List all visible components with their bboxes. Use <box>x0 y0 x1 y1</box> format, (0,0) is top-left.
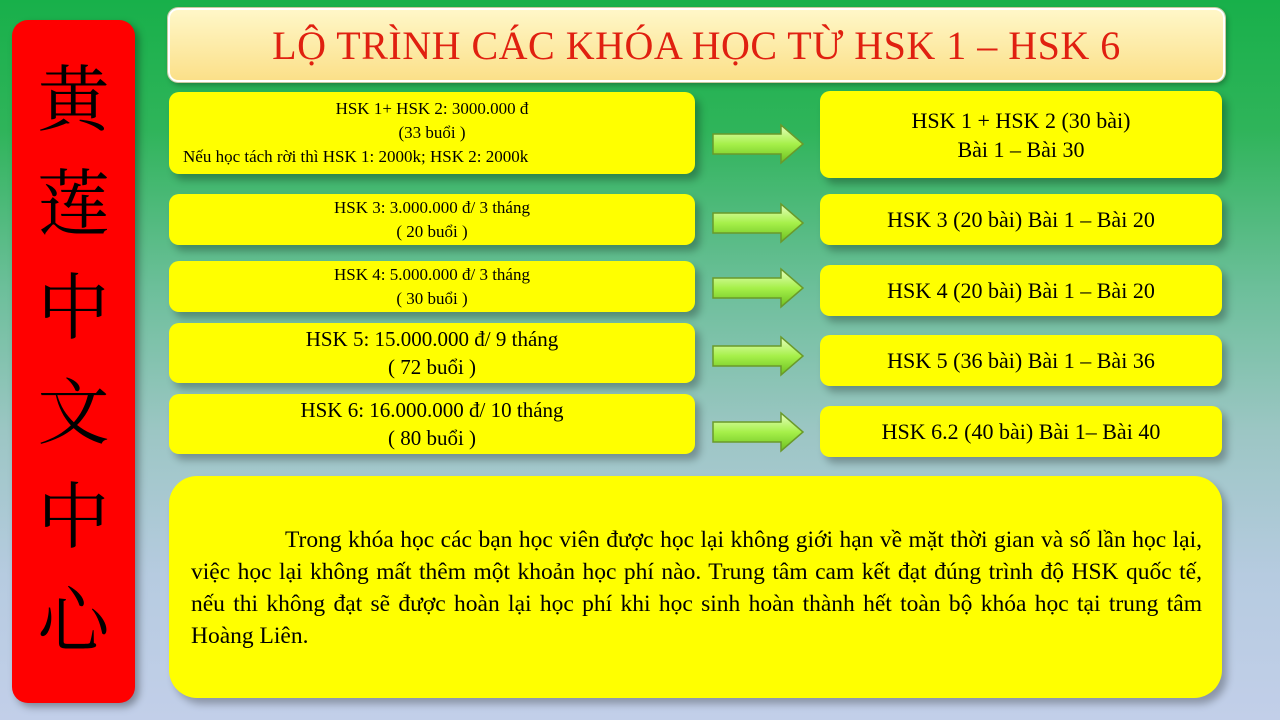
banner-char-4: 文 <box>37 370 110 455</box>
banner-char-2: 莲 <box>37 162 110 247</box>
price-line: HSK 3: 3.000.000 đ/ 3 tháng <box>334 197 530 217</box>
price-line: ( 20 buổi ) <box>396 221 468 241</box>
right-arrow-icon <box>711 267 805 309</box>
price-line: HSK 6: 16.000.000 đ/ 10 tháng <box>300 398 564 422</box>
content-line: Bài 1 – Bài 30 <box>957 136 1085 162</box>
content-box-hsk6 <box>820 406 1222 457</box>
title-bar <box>168 8 1225 82</box>
price-box-hsk3 <box>169 194 695 245</box>
banner-char-5: 中 <box>37 474 110 559</box>
price-line: ( 30 buổi ) <box>396 288 468 308</box>
side-banner <box>12 20 135 703</box>
content-box-hsk5 <box>820 335 1222 386</box>
content-box-hsk4 <box>820 265 1222 316</box>
content-line: HSK 5 (36 bài) Bài 1 – Bài 36 <box>887 348 1155 373</box>
banner-char-3: 中 <box>37 266 110 351</box>
content-line: HSK 4 (20 bài) Bài 1 – Bài 20 <box>887 278 1155 303</box>
info-note-box <box>169 476 1222 698</box>
price-line: ( 72 buổi ) <box>387 355 477 379</box>
right-arrow-icon <box>711 202 805 244</box>
banner-char-6: 心 <box>37 578 110 663</box>
price-line: ( 80 buổi ) <box>387 426 477 450</box>
price-line: HSK 1+ HSK 2: 3000.000 đ <box>335 99 529 118</box>
info-note-text: Trong khóa học các bạn học viên được học lại không giới hạn về mặt thời gian và số lần học lại, việc học lại không mất thêm một khoản học phí nào. Trung tâm cam kết đạt đúng trình độ HSK quốc tế, nếu thi không đạt sẽ được hoàn lại học phí khi học sinh hoàn thành hết toàn bộ khóa học tại trung tâm Hoàng Liên. <box>191 527 1202 649</box>
content-line: HSK 3 (20 bài) Bài 1 – Bài 20 <box>887 207 1155 232</box>
price-line: HSK 4: 5.000.000 đ/ 3 tháng <box>334 264 530 284</box>
right-arrow-icon <box>711 123 805 165</box>
banner-char-1: 黄 <box>37 58 110 143</box>
right-arrow-icon <box>711 335 805 377</box>
price-box-hsk5 <box>169 323 695 383</box>
right-arrow-icon <box>711 411 805 453</box>
content-line: HSK 6.2 (40 bài) Bài 1– Bài 40 <box>881 419 1161 444</box>
page-title: LỘ TRÌNH CÁC KHÓA HỌC TỪ HSK 1 – HSK 6 <box>272 22 1121 68</box>
price-line: Nếu học tách rời thì HSK 1: 2000k; HSK 2: 2000k <box>183 147 529 166</box>
price-line: (33 buổi ) <box>398 123 466 142</box>
content-box-hsk12 <box>820 91 1222 178</box>
price-box-hsk12 <box>169 92 695 174</box>
price-box-hsk4 <box>169 261 695 312</box>
price-line: HSK 5: 15.000.000 đ/ 9 tháng <box>305 327 559 351</box>
content-box-hsk3 <box>820 194 1222 245</box>
price-box-hsk6 <box>169 394 695 454</box>
content-line: HSK 1 + HSK 2 (30 bài) <box>911 107 1131 133</box>
